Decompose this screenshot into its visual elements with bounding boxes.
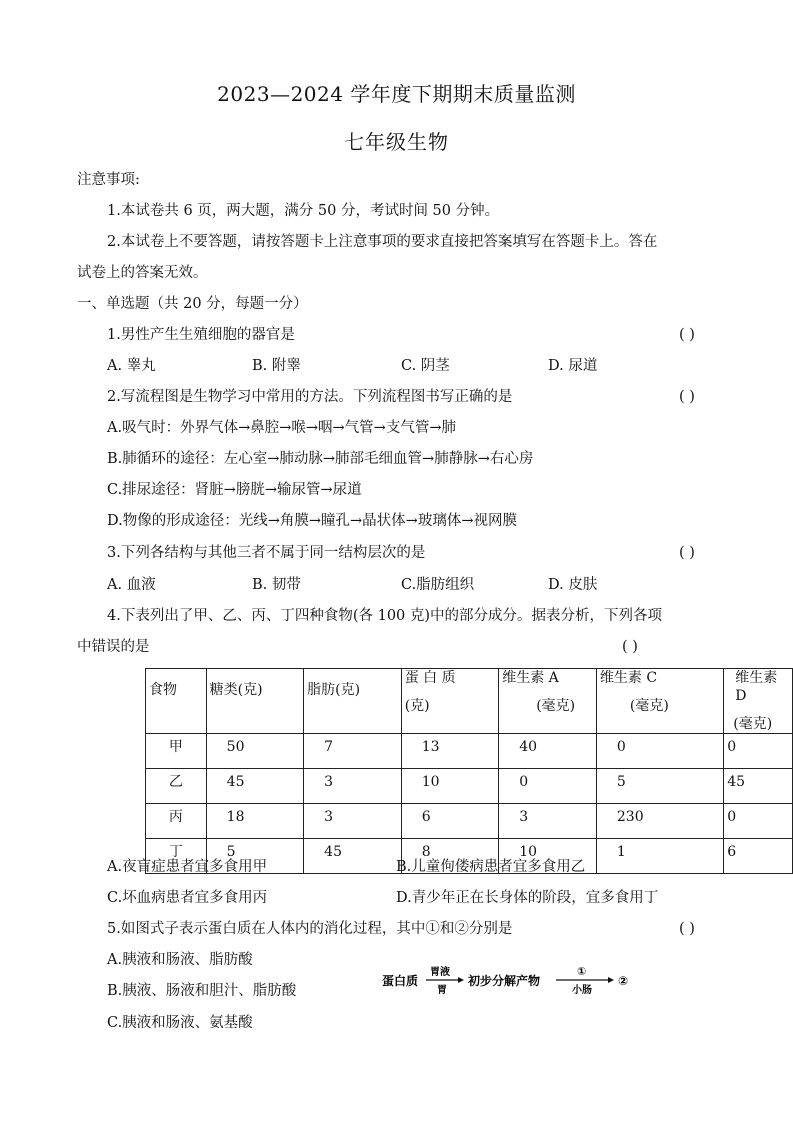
question-4-option-d: D.青少年正在长身体的阶段，宜多食用丁 — [396, 890, 659, 906]
table-header-cell: 维生素 C (毫克) — [596, 669, 723, 734]
table-cell: 3 — [304, 769, 402, 804]
diagram-arrow1-top-label: 胃液 — [430, 967, 450, 978]
table-cell: 6 — [401, 804, 499, 839]
table-cell: 5 — [206, 839, 304, 874]
question-3-option-b: B. 韧带 — [252, 577, 301, 593]
table-cell: 0 — [596, 734, 723, 769]
table-cell: 7 — [304, 734, 402, 769]
table-cell: 丙 — [146, 804, 207, 839]
question-1-option-b: B. 附睾 — [252, 358, 301, 374]
table-cell: 10 — [401, 769, 499, 804]
diagram-arrow1-head — [458, 977, 464, 983]
question-2-option-d: D.物像的形成途径：光线→角膜→瞳孔→晶状体→玻璃体→视网膜 — [107, 513, 517, 529]
table-cell: 50 — [206, 734, 304, 769]
nutrition-table — [145, 668, 793, 874]
question-2-option-a: A.吸气时：外界气体→鼻腔→喉→咽→气管→支气管→肺 — [107, 420, 456, 436]
table-header-cell: 糖类(克) — [206, 669, 304, 734]
table-header-cell: 维生素 D (毫克) — [724, 669, 793, 734]
diagram-start-label: 蛋白质 — [382, 974, 419, 988]
diagram-arrow1-bottom-label: 胃 — [437, 985, 447, 996]
table-cell: 0 — [724, 734, 793, 769]
question-4-stem: 4.下表列出了甲、乙、丙、丁四种食物(各 100 克)中的部分成分。据表分析，下列各项 — [107, 608, 663, 624]
table-cell: 18 — [206, 804, 304, 839]
question-4-option-c: C.坏血病患者宜多食用丙 — [107, 890, 268, 906]
table-cell: 13 — [401, 734, 499, 769]
table-cell: 5 — [596, 769, 723, 804]
notice-item-1: 1.本试卷共 6 页，两大题，满分 50 分，考试时间 50 分钟。 — [107, 203, 500, 219]
notice-item-2-cont: 试卷上的答案无效。 — [77, 265, 208, 281]
page-subtitle: 七年级生物 — [344, 130, 449, 154]
table-cell: 45 — [304, 839, 402, 874]
question-3-stem: 3.下列各结构与其他三者不属于同一结构层次的是 — [107, 545, 426, 561]
table-cell: 8 — [401, 839, 499, 874]
table-cell: 3 — [304, 804, 402, 839]
question-3-answer-paren: ( ) — [679, 545, 695, 561]
question-4-option-b: B.儿童佝偻病患者宜多食用乙 — [396, 859, 586, 875]
table-header-cell: 蛋 白 质 (克) — [401, 669, 499, 734]
table-header-row — [146, 669, 793, 734]
question-1-option-a: A. 睾丸 — [107, 358, 156, 374]
section-heading: 一、单选题（共 20 分，每题一分） — [77, 296, 308, 312]
table-row — [146, 734, 793, 769]
question-5-option-c: C.胰液和肠液、氨基酸 — [107, 1015, 253, 1031]
question-3-option-c: C.脂肪组织 — [401, 577, 475, 593]
question-5-option-b: B.胰液、肠液和胆汁、脂肪酸 — [107, 983, 297, 999]
table-cell: 乙 — [146, 769, 207, 804]
question-1-option-d: D. 尿道 — [548, 358, 598, 374]
question-2-option-b: B.肺循环的途径：左心室→肺动脉→肺部毛细血管→肺静脉→右心房 — [107, 451, 534, 467]
table-cell: 丁 — [146, 839, 207, 874]
table-cell: 45 — [206, 769, 304, 804]
diagram-end-label: ② — [618, 974, 629, 988]
question-4-answer-paren: ( ) — [622, 639, 638, 655]
table-row — [146, 769, 793, 804]
question-1-option-c: C. 阴茎 — [401, 358, 450, 374]
notice-item-2: 2.本试卷上不要答题，请按答题卡上注意事项的要求直接把答案填写在答题卡上。答在 — [107, 234, 658, 250]
notice-heading: 注意事项: — [77, 172, 140, 188]
question-5-stem: 5.如图式子表示蛋白质在人体内的消化过程，其中①和②分别是 — [107, 921, 513, 937]
page-title: 2023—2024 学年度下期期末质量监测 — [217, 82, 576, 106]
table-cell: 甲 — [146, 734, 207, 769]
table-header-cell: 维生素 A (毫克) — [499, 669, 597, 734]
question-1-stem: 1.男性产生生殖细胞的器官是 — [107, 327, 295, 343]
table-cell: 1 — [596, 839, 723, 874]
question-3-option-a: A. 血液 — [107, 577, 156, 593]
question-2-option-c: C.排尿途径：肾脏→膀胱→输尿管→尿道 — [107, 482, 362, 498]
diagram-middle-label: 初步分解产物 — [468, 974, 541, 988]
table-cell: 10 — [499, 839, 597, 874]
table-cell: 3 — [499, 804, 597, 839]
table-header-cell: 脂肪(克) — [304, 669, 402, 734]
question-3-option-d: D. 皮肤 — [548, 577, 598, 593]
question-2-answer-paren: ( ) — [679, 389, 695, 405]
table-cell: 40 — [499, 734, 597, 769]
table-cell: 45 — [724, 769, 793, 804]
diagram-arrow2-head — [608, 977, 614, 983]
question-5-answer-paren: ( ) — [679, 921, 695, 937]
question-1-answer-paren: ( ) — [679, 327, 695, 343]
question-4-option-a: A.夜盲症患者宜多食用甲 — [107, 859, 268, 875]
question-5-option-a: A.胰液和肠液、脂肪酸 — [107, 952, 253, 968]
table-cell: 0 — [724, 804, 793, 839]
protein-digestion-diagram — [380, 966, 640, 1006]
question-2-stem: 2.写流程图是生物学习中常用的方法。下列流程图书写正确的是 — [107, 389, 513, 405]
table-header-cell: 食物 — [146, 669, 207, 734]
table-cell: 230 — [596, 804, 723, 839]
diagram-arrow2-top-label: ① — [577, 966, 587, 978]
table-cell: 0 — [499, 769, 597, 804]
question-4-stem-cont: 中错误的是 — [77, 639, 150, 655]
diagram-arrow2-bottom-label: 小肠 — [572, 985, 592, 996]
table-row — [146, 804, 793, 839]
table-cell: 6 — [724, 839, 793, 874]
